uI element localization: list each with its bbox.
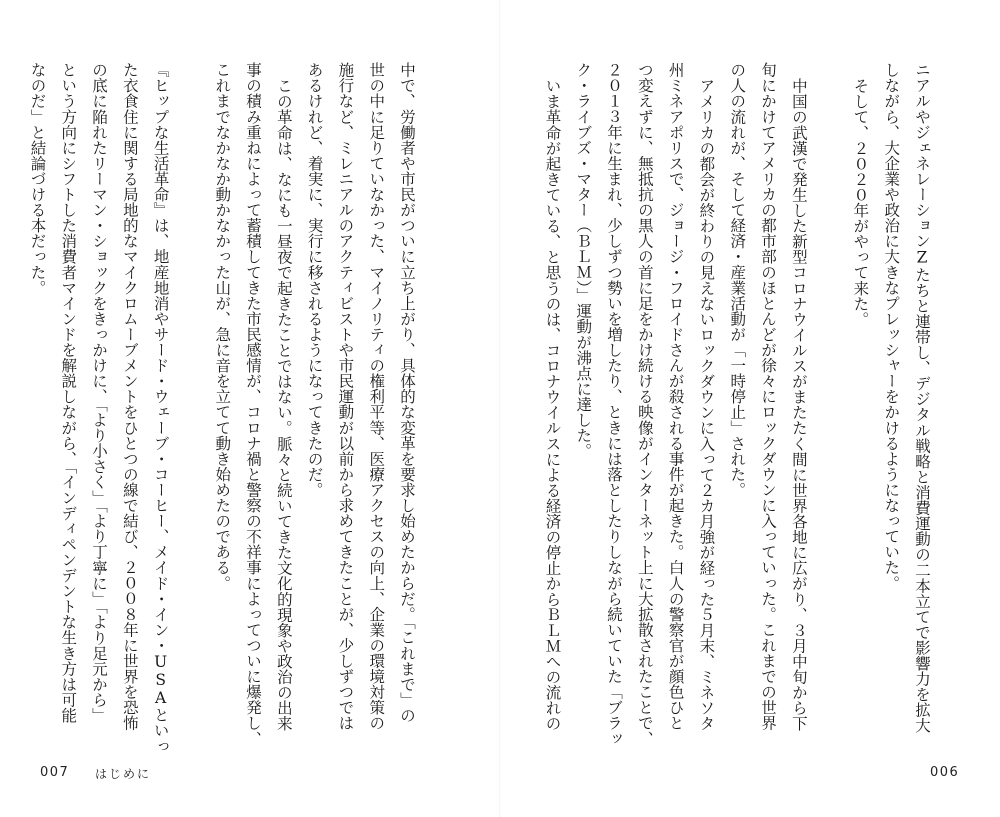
text-line: という方向にシフトした消費者マインドを解説しながら、「インディペンデントな生き方は可能 [59, 62, 78, 723]
text-line: 『ヒップな生活革命』は、地産地消やサード・ウェーブ・コーヒー、メイド・イン・USAといっ [151, 62, 170, 754]
blank-line [814, 62, 845, 722]
text-line: 施行など、ミレニアルのアクティビストや市民運動が以前から求めてきたことが、少しずつでは [336, 62, 355, 731]
right-page-text [543, 62, 937, 747]
text-line: 中国の武漢で発生した新型コロナウイルスがまたたく間に世界各地に広がり、３月中旬から下 [789, 77, 808, 731]
text-line: ク・ライブズ・マター（ＢＬＭ）」運動が沸点に達した。 [574, 62, 593, 459]
text-line: しながら、大企業や政治に大きなプレッシャーをかけるようになっていた。 [882, 62, 901, 591]
text-line: ２０１３年に生まれ、少しずつ勢いを増したり、ときには落としたりしながら続いていた「ブラッ [605, 62, 624, 747]
text-line: た衣食住に関する局地的なマイクロムーブメントをひとつの線で結び、２００８年に世界を恐怖 [120, 62, 139, 731]
text-line: なのだ」と結論づける本だった。 [28, 62, 47, 296]
text-line: これまでなかなか動かなかった山が、急に音を立てて動き始めたのである。 [213, 62, 232, 591]
text-line: 旬にかけてアメリカの都市部のほとんどが徐々にロックダウンに入っていった。これまでの世界 [759, 62, 778, 731]
text-line: 中で、労働者や市民がついに立ち上がり、具体的な変革を要求し始めたからだ。「これまで」の [398, 62, 416, 723]
text-line: 州ミネアポリスで、ジョージ・フロイドさんが殺される事件が起きた。白人の警察官が顔色ひと [666, 62, 685, 731]
text-line: ニアルやジェネレーションZたちと連帯し、デジタル戦略と消費運動の二本立てで影響力を拡大 [913, 62, 931, 734]
left-page-text [28, 62, 422, 754]
right-page [500, 0, 1000, 817]
text-line: いま革命が起きている、と思うのは、コロナウイルスによる経済の停止からＢＬＭへの流れの [543, 77, 562, 731]
text-line: つ変えずに、無抵抗の黒人の首に足をかけ続ける映像がインターネット上に大拡散されたことで、 [635, 62, 654, 747]
page-number-right: 006 [930, 765, 960, 780]
text-line: そして、２０２０年がやって来た。 [851, 77, 870, 327]
text-line: 事の積み重ねによって蓄積してきた市民感情が、コロナ禍と警察の不祥事によってついに爆発し、 [244, 62, 263, 747]
text-line: アメリカの都会が終わりの見えないロックダウンに入って２カ月強が経った５月末、ミネソタ [697, 77, 716, 731]
text-line: あるけれど、着実に、実行に移されるようになってきたのだ。 [305, 62, 324, 498]
text-line: 世の中に足りていなかった、マイノリティの権利平等、医療アクセスの向上、企業の環境対策の [367, 62, 386, 731]
text-line: の底に陥れたリーマン・ショックをきっかけに、「より小さく」「より丁寧に」「より足元から」 [90, 62, 109, 723]
page-number-left: 007 [40, 765, 70, 780]
blank-line [176, 62, 207, 722]
text-line: この革命は、なにも一昼夜で起きたことではない。脈々と続いてきた文化的現象や政治の出来 [274, 77, 293, 731]
text-line: の人の流れが、そして経済・産業活動が「一時停止」された。 [728, 62, 747, 498]
running-head: はじめに [95, 767, 152, 781]
